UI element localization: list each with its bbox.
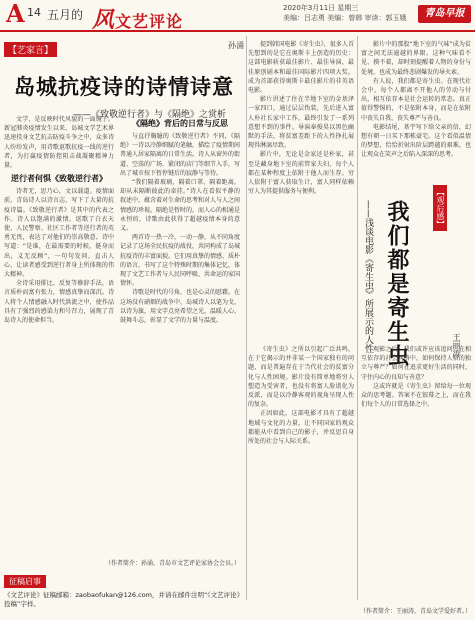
paragraph: 文学，是反映时代风貌的一面镜子。新冠肺炎疫情发生以来，岛城文学艺术界迅速投身文艺抗击防疫斗争之中，众多诗人纷纷发声，用诗歌讴歌抗疫一线的逆行者，为打赢疫情防控阻击战凝聚精神力量。 xyxy=(4,116,114,170)
paragraph: 影片中，无论是金家还是朴家，甚至是藏身地下室的前管家夫妇，每个人都在某种程度上依附于他人而生存。穷人依附于富人获取生计，富人同样依赖穷人为其提供服务与便利。 xyxy=(248,151,354,196)
paragraph: 有人说，我们都是寄生虫。在现代社会中，每个人都离不开他人的劳动与付出，相互依存本是社会运转的常态。真正值得警惕的，不是依附本身，而是在依附中丧失自我、丧失尊严与善良。 xyxy=(361,77,471,122)
article-1-column-1 xyxy=(4,115,114,325)
brand-big-char: 风 xyxy=(92,7,116,33)
paragraph: 影片中的那股“地下室的气味”成为贫富之间无法逾越的界限。这种气味看不见、摸不着，却时刻提醒着人物的身份与处境，也成为最终悲剧爆发的导火索。 xyxy=(361,41,471,76)
article-1-subtitle: ——《致敬逆行者》与《隔绝》之赏析 xyxy=(72,110,226,120)
page-title: 五月的 xyxy=(47,8,84,22)
article-2-subtitle: ——浅谈电影《寄生虫》所展示的人性 xyxy=(363,200,373,353)
sub-heading: 《隔绝》背后的日常与反思 xyxy=(132,119,228,128)
issue-date: 2020年3月11日 星期三 xyxy=(283,4,359,12)
paragraph: “我们隔着玻璃，隔着口罩，隔着距离，却从未隔断彼此的牵挂。”诗人在看似平静的叙述中，蕴含着对生命的思考和对人与人之间情感的珍视。隔绝是暂时的，而人心的相通是永恒的，诗歌由此获得了超越疫情本身的意义。 xyxy=(120,179,241,233)
paragraph: 观影之后，我们或许应该追问：在相互依存的社会网络中，如何保持人格的独立与尊严？如何在追求更好生活的同时，守住内心的良知与善意？ xyxy=(361,346,471,381)
section-tag: 【艺家言】 xyxy=(4,42,57,57)
brand-name: 文艺评论 xyxy=(115,12,184,31)
paragraph: 《寄生虫》之所以引起广泛共鸣，在于它揭示的并非某一个国家独有的问题，而是普遍存在于当代社会的贫富分化与人性困境。影片没有简单地将穷人塑造为受害者，也没有将富人脸谱化为反派，而是以冷静客观的视角呈现人性的复杂。 xyxy=(248,346,354,409)
sub-heading: 逆行者何惧《致敬逆行者》 xyxy=(11,174,107,184)
article-1-column-2 xyxy=(120,115,240,325)
article-2-column-3 xyxy=(248,345,354,446)
article-2-column-1 xyxy=(248,40,354,196)
page-number: 14 xyxy=(27,6,41,19)
paragraph: 诗者无，思乃心，文以载道。疫情面前，青岛诗人以诗言志，写下了大量的抗疫诗篇。《致敬逆行者》是其中的代表之作。诗人以饱满的激情，讴歌了白衣天使、人民警察、社区工作者等逆行者的英勇无畏，表达了对他们的崇高敬意。诗中写道：“是谁，在最需要的时候，挺身而出，义无反顾”，一句句发问，直击人心，让读者感受到逆行者身上所体现的伟大精神。 xyxy=(4,188,114,279)
article-1-header xyxy=(4,38,244,120)
article-2-tag: 【观后感】 xyxy=(433,185,447,231)
paragraph: 电影结尾，基宇写下给父亲的信，幻想有朝一日买下那栋豪宅。这个看似温情的梦想，恰恰折射出阶层跨越的艰难，也让观众在笑声之后陷入深深的思考。 xyxy=(361,123,471,159)
article-1-footer xyxy=(4,558,244,609)
author-note: （作者简介：王丽涛，青岛文学爱好者。） xyxy=(359,608,471,615)
column-brand xyxy=(92,3,183,34)
article-2-column-2 xyxy=(361,40,471,160)
page-letter: A xyxy=(6,0,25,28)
article-1-author: 孙涌 xyxy=(228,41,244,50)
paragraph: 正因如此，这部电影才具有了超越地域与文化的力量，让不同国家的观众都能从中看到自己的影子，并反思自身所处的社会与人际关系。 xyxy=(248,410,354,446)
masthead xyxy=(0,0,475,32)
paragraph: 这或许就是《寄生虫》留给每一位观众的思考题。答案不在银幕之上，而在我们每个人的日常选择之中。 xyxy=(361,382,471,409)
paragraph: 诗歌是时代的号角，也是心灵的慰藉。在这场没有硝烟的战争中，岛城诗人以笔为戈，以诗为旗，用文字点亮希望之光，温暖人心，鼓舞斗志，彰显了文学的力量与温度。 xyxy=(120,289,241,325)
column-divider xyxy=(246,36,247,600)
notice-tag: 征稿启事 xyxy=(4,575,46,588)
article-2-title: 我们都是寄生虫 xyxy=(384,200,410,368)
notice-text: 《文艺评论》征稿邮箱：zaobaofukan@126.com，并请在邮件注明“《文艺评论》投稿”字样。 xyxy=(4,591,244,608)
author-note: （作者简介：孙涌，青岛市文艺评论家协会会员。） xyxy=(104,560,240,567)
paragraph: 两首诗一热一冷，一动一静，从不同角度记录了这场全民抗疫的战役，共同构成了岛城抗疫诗的丰富面貌。它们用真挚的情感、质朴的语言，书写了这个特殊时期的集体记忆，体现了文艺工作者与人民同呼吸、共命运的家国情怀。 xyxy=(120,234,241,288)
column-divider xyxy=(357,36,358,600)
issue-editors: 美编：吕志勇 美编：曾韩 审读：郭玉娥 xyxy=(283,14,407,22)
article-2-author: 王丽涛 xyxy=(452,333,461,357)
article-1-title: 岛城抗疫诗的诗情诗意 xyxy=(14,74,234,99)
paragraph: 提到韩国电影《寄生虫》，很多人首先想到的是它在奥斯卡上创造的历史：这部电影斩获最佳影片、最佳导演、最佳原创剧本和最佳国际影片四项大奖，成为首部获得奥斯卡最佳影片的非英语电影。 xyxy=(248,41,354,95)
article-2-column-4 xyxy=(361,345,471,409)
paragraph: 影片讲述了住在半地下室的金基泽一家四口，通过层层伪装，先后进入富人朴社长家中工作，最终引发了一系列意想不到的事件。导演奉俊昊以黑色幽默的手法，将贫富差距下的人性挣扎展现得淋漓尽致。 xyxy=(248,96,354,150)
paragraph: 与直抒胸臆的《致敬逆行者》不同，《隔绝》一诗以冷静细腻的笔触，描绘了疫情期间普通人居家隔离的日常生活。诗人从窗外的街道、空荡的广场、紧闭的店门等细节入手，写出了城市按下暂停键后的寂静与等待。 xyxy=(120,133,241,177)
newspaper-logo: 青岛早报 xyxy=(418,5,471,23)
paragraph: 全诗采用排比、反复等修辞手法，语言质朴而富有张力，情感真挚而深沉。诗人将个人情感融入时代洪流之中，使作品具有了强烈的感染力和号召力，展现了青岛诗人的使命担当。 xyxy=(4,280,114,325)
